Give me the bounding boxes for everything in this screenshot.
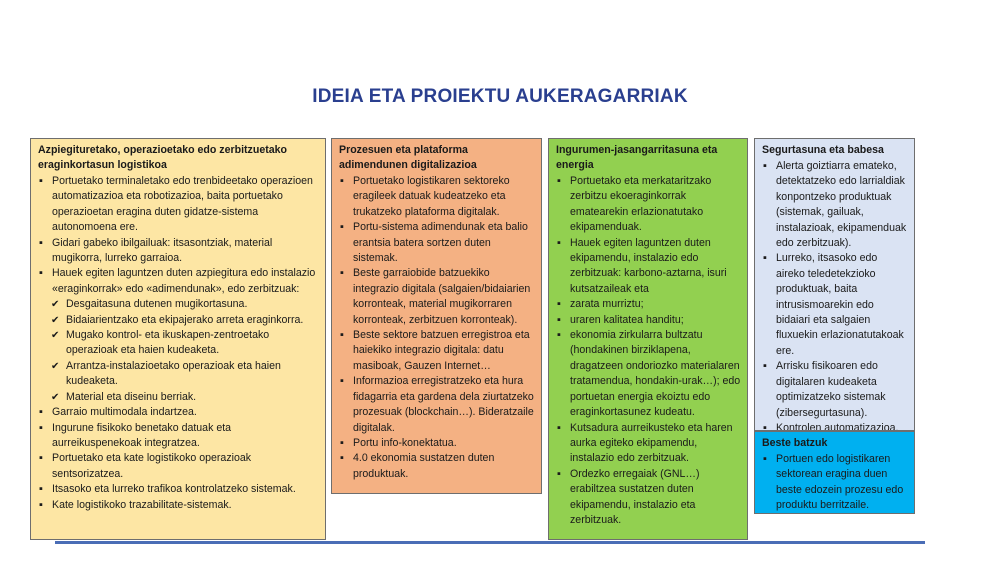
list-item: ▪ Portuen edo logistikaren sektorean eragina duen beste edozein prozesu edo produktu berritzaile. <box>762 452 908 514</box>
list-item: ▪ Beste sektore batzuen erregistroa eta haiekiko integrazio digitala: datu masiboak, Gauzen Internet… <box>339 328 535 374</box>
list-item: ▪ Kate logistikoko trazabilitate-sistemak. <box>38 498 319 513</box>
list-item: ▪ Itsasoko eta lurreko trafikoa kontrolatzeko sistemak. <box>38 482 319 497</box>
list-item: ▪ ekonomia zirkularra bultzatu (hondakinen birziklapena, dragatzeen ondoriozko materialaren tratamendua, hondakin-urak…); edo portuetan energia ekoiztu edo eraginkortasunez kudeatu. <box>556 328 741 420</box>
security-heading: Segurtasuna eta babesa <box>762 144 884 156</box>
list-item: ▪ Ingurune fisikoko benetako datuak eta aurreikuspenekoak integratzea. <box>38 421 319 452</box>
list-item: ▪ Portuetako terminaletako edo trenbideetako operazioen automatizazioa eta robotizazioa, baita portuetako operazioetan eragina duten gidatze-sistema autonomoena ere. <box>38 174 319 236</box>
sub-list-item: ✔ Bidaiarientzako eta ekipajerako arreta eraginkorra. <box>38 313 319 328</box>
list-item: ▪ Beste garraiobide batzuekiko integrazio digitala (salgaien/bidaiarien korronteak, material mugikorraren korronteak, zerbitzuen korronteak). <box>339 266 535 328</box>
list-item: ▪ Hauek egiten laguntzen duten ekipamendu, instalazio edo zerbitzuak: karbono-aztarna, isuri kutsatzaileak eta <box>556 236 741 298</box>
list-item: ▪ Lurreko, itsasoko edo aireko teledetekzioko produktuak, baita intrusismoarekin edo bidaiari eta salgaien fluxuekin erlazionatutakoak ere. <box>762 251 908 359</box>
list-item: ▪ Portuetako eta merkataritzako zerbitzu ekoeraginkorrak ematearekin erlazionatutako ekipamenduak. <box>556 174 741 236</box>
list-item: ▪ Portuetako eta kate logistikoko operazioak sentsorizatzea. <box>38 451 319 482</box>
infrastructure-heading: Azpiegituretako, operazioetako edo zerbitzuetako eraginkortasun logistikoa <box>38 144 287 171</box>
bottom-divider <box>55 541 925 544</box>
sub-list-item: ✔ Arrantza-instalazioetako operazioak eta haien kudeaketa. <box>38 359 319 390</box>
others-heading: Beste batzuk <box>762 437 828 449</box>
infrastructure-efficiency-box <box>30 138 326 540</box>
list-item: ▪ Informazioa erregistratzeko eta hura fidagarria eta gardena dela ziurtatzeko prozesuak (blockchain…). Bideratzaile digitalak. <box>339 374 535 436</box>
list-item: ▪ Alerta goiztiarra emateko, detektatzeko edo larrialdiak konpontzeko produktuak (sistemak, gailuak, instalazioak, ekipamenduak edo zerbitzuak). <box>762 159 908 251</box>
digitalization-heading: Prozesuen eta plataforma adimendunen digitalizazioa <box>339 144 477 171</box>
sustainability-heading: Ingurumen-jasangarritasuna eta energia <box>556 144 718 171</box>
list-item: ▪ Hauek egiten laguntzen duten azpiegitura edo instalazio «eraginkorrak» edo «adimendunak», edo zerbitzuak: <box>38 266 319 297</box>
security-box <box>754 138 915 431</box>
list-item: ▪ 4.0 ekonomia sustatzen duten produktuak. <box>339 451 535 482</box>
list-item: ▪ Arrisku fisikoaren edo digitalaren kudeaketa optimizatzeko sistemak (zibersegurtasuna). <box>762 359 908 421</box>
list-item: ▪ Ordezko erregaiak (GNL…) erabiltzea sustatzen duten ekipamendu, instalazio eta zerbitzuak. <box>556 467 741 529</box>
list-item: ▪ Gidari gabeko ibilgailuak: itsasontziak, material mugikorra, lurreko garraioa. <box>38 236 319 267</box>
list-item: ▪ Portuetako logistikaren sektoreko eragileek datuak kudeatzeko eta trukatzeko plataforma digitalak. <box>339 174 535 220</box>
digitalization-box <box>331 138 542 494</box>
list-item: ▪ Portu info-konektatua. <box>339 436 535 451</box>
list-item: ▪ uraren kalitatea handitu; <box>556 313 741 328</box>
sub-list-item: ✔ Material eta diseinu berriak. <box>38 390 319 405</box>
list-item: ▪ Kontrolen automatizazioa. <box>762 421 908 431</box>
sustainability-box <box>548 138 748 540</box>
list-item: ▪ Garraio multimodala indartzea. <box>38 405 319 420</box>
others-box <box>754 431 915 514</box>
sub-list-item: ✔ Mugako kontrol- eta ikuskapen-zentroetako operazioak eta haien kudeaketa. <box>38 328 319 359</box>
page-title: IDEIA ETA PROIEKTU AUKERAGARRIAK <box>312 86 688 107</box>
list-item: ▪ zarata murriztu; <box>556 297 741 312</box>
sub-list-item: ✔ Desgaitasuna dutenen mugikortasuna. <box>38 297 319 312</box>
list-item: ▪ Portu-sistema adimendunak eta balio erantsia batera sortzen duten sistemak. <box>339 220 535 266</box>
list-item: ▪ Kutsadura aurreikusteko eta haren aurka egiteko ekipamendu, instalazio edo zerbitzuak. <box>556 421 741 467</box>
